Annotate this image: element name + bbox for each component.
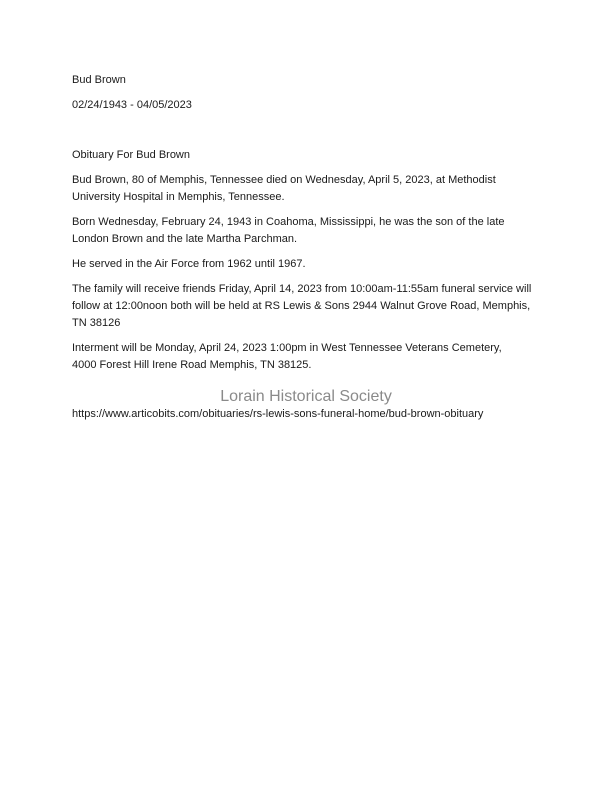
source-url: https://www.articobits.com/obituaries/rs-lewis-sons-funeral-home/bud-brown-obituary [72, 408, 484, 420]
paragraph-birth: Born Wednesday, February 24, 1943 in Coahoma, Mississippi, he was the son of the late London Brown and the late Martha Parchman. [72, 216, 505, 245]
deceased-name: Bud Brown [72, 74, 126, 86]
paragraph-service: He served in the Air Force from 1962 until 1967. [72, 258, 306, 270]
life-dates: 02/24/1943 - 04/05/2023 [72, 99, 192, 111]
obituary-heading: Obituary For Bud Brown [72, 149, 190, 161]
paragraph-funeral: The family will receive friends Friday, April 14, 2023 from 10:00am-11:55am funeral service will follow at 12:00noon both will be held at RS Lewis & Sons 2944 Walnut Grove Road, Memphis, TN 38126 [72, 283, 532, 329]
paragraph-death: Bud Brown, 80 of Memphis, Tennessee died on Wednesday, April 5, 2023, at Methodist University Hospital in Memphis, Tennessee. [72, 174, 496, 203]
paragraph-interment: Interment will be Monday, April 24, 2023 1:00pm in West Tennessee Veterans Cemetery, 4000 Forest Hill Irene Road Memphis, TN 38125. [72, 342, 502, 371]
watermark-text: Lorain Historical Society [220, 388, 392, 405]
